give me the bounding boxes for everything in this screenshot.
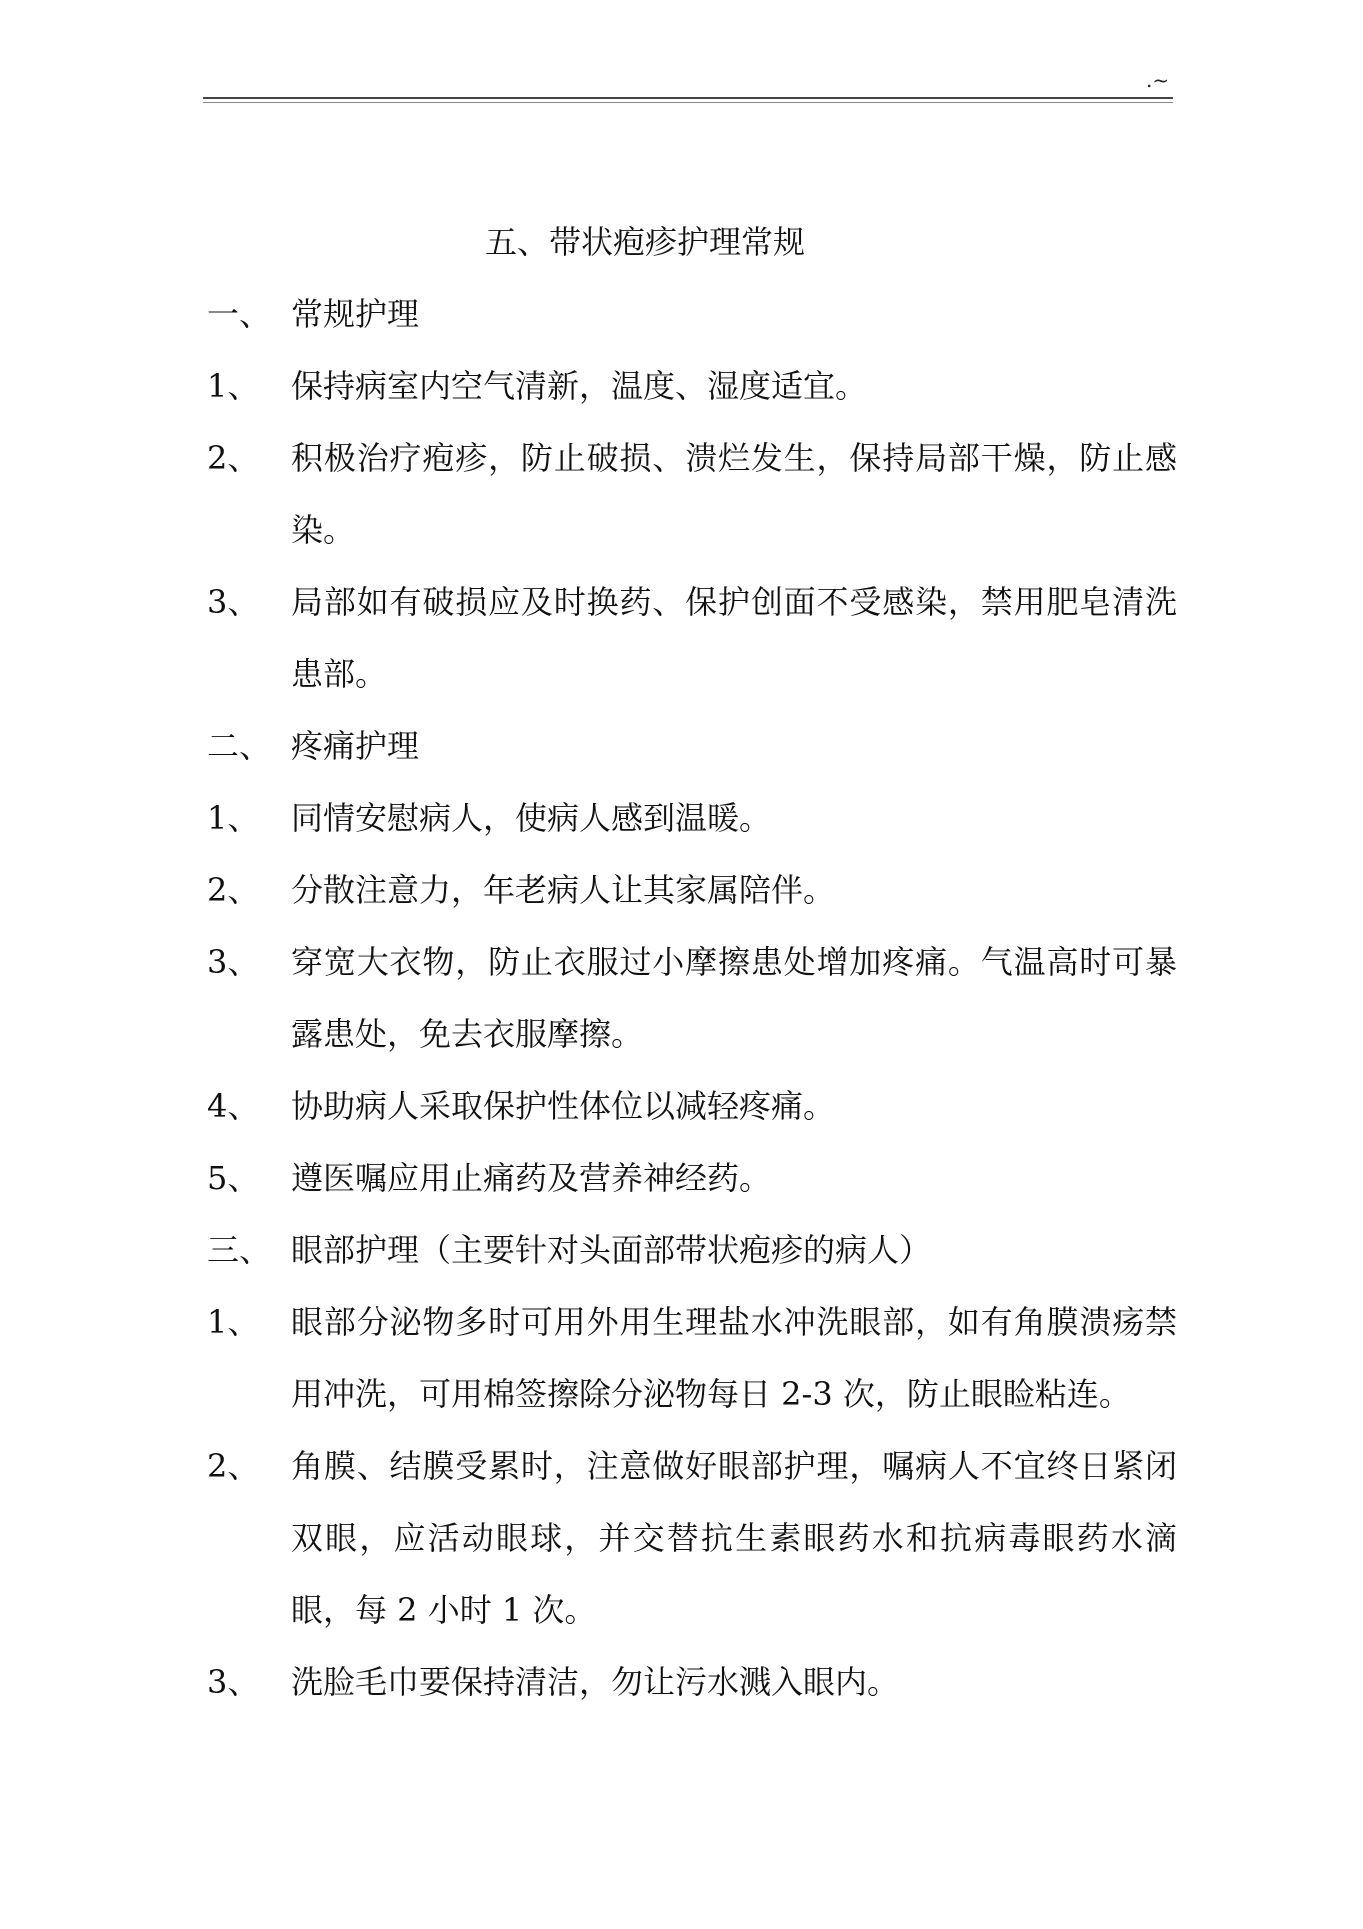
list-item — [207, 926, 1177, 1070]
item-text: 积极治疗疱疹，防止破损、溃烂发生，保持局部干燥，防止感染。 — [291, 439, 1177, 549]
item-text: 分散注意力，年老病人让其家属陪伴。 — [291, 871, 836, 909]
item-text: 角膜、结膜受累时，注意做好眼部护理，嘱病人不宜终日紧闭双眼，应活动眼球，并交替抗生素眼药水和抗病毒眼药水滴眼，每 2 小时 1 次。 — [291, 1447, 1177, 1629]
item-number: 1、 — [207, 799, 260, 837]
item-number: 1、 — [207, 1303, 260, 1341]
header-mark: .~ — [1146, 68, 1170, 92]
section-heading-2 — [207, 710, 1177, 782]
list-item — [207, 1646, 1177, 1718]
list-item — [207, 422, 1177, 566]
section-heading-3 — [207, 1214, 1177, 1286]
section-heading-text: 眼部护理（主要针对头面部带状疱疹的病人） — [291, 1231, 932, 1269]
list-item — [207, 1430, 1177, 1646]
list-item — [207, 854, 1177, 926]
item-text: 眼部分泌物多时可用外用生理盐水冲洗眼部，如有角膜溃疡禁用冲洗，可用棉签擦除分泌物每日 2-3 次，防止眼睑粘连。 — [291, 1303, 1177, 1413]
list-item — [207, 1142, 1177, 1214]
item-text: 协助病人采取保护性体位以减轻疼痛。 — [291, 1087, 836, 1125]
item-number: 5、 — [207, 1159, 260, 1197]
item-number: 3、 — [207, 583, 260, 621]
list-item — [207, 1286, 1177, 1430]
list-item — [207, 782, 1177, 854]
item-number: 2、 — [207, 871, 260, 909]
section-heading-text: 常规护理 — [291, 295, 420, 333]
item-text: 洗脸毛巾要保持清洁，勿让污水溅入眼内。 — [291, 1663, 900, 1701]
section-number: 二、 — [207, 727, 272, 765]
item-number: 2、 — [207, 1447, 260, 1485]
item-text: 穿宽大衣物，防止衣服过小摩擦患处增加疼痛。气温高时可暴露患处，免去衣服摩擦。 — [291, 943, 1177, 1053]
item-number: 3、 — [207, 1663, 260, 1701]
document-title: 五、带状疱疹护理常规 — [484, 223, 805, 261]
item-text: 遵医嘱应用止痛药及营养神经药。 — [291, 1159, 772, 1197]
header-rule — [203, 97, 1173, 103]
section-number: 三、 — [207, 1231, 272, 1269]
section-heading-1 — [207, 278, 1177, 350]
item-number: 3、 — [207, 943, 260, 981]
item-text: 局部如有破损应及时换药、保护创面不受感染，禁用肥皂清洗患部。 — [291, 583, 1177, 693]
item-text: 同情安慰病人，使病人感到温暖。 — [291, 799, 772, 837]
section-heading-text: 疼痛护理 — [291, 727, 420, 765]
list-item — [207, 566, 1177, 710]
list-item — [207, 1070, 1177, 1142]
item-number: 2、 — [207, 439, 260, 477]
item-number: 4、 — [207, 1087, 260, 1125]
item-text: 保持病室内空气清新，温度、湿度适宜。 — [291, 367, 868, 405]
section-number: 一、 — [207, 295, 272, 333]
list-item — [207, 350, 1177, 422]
item-number: 1、 — [207, 367, 260, 405]
